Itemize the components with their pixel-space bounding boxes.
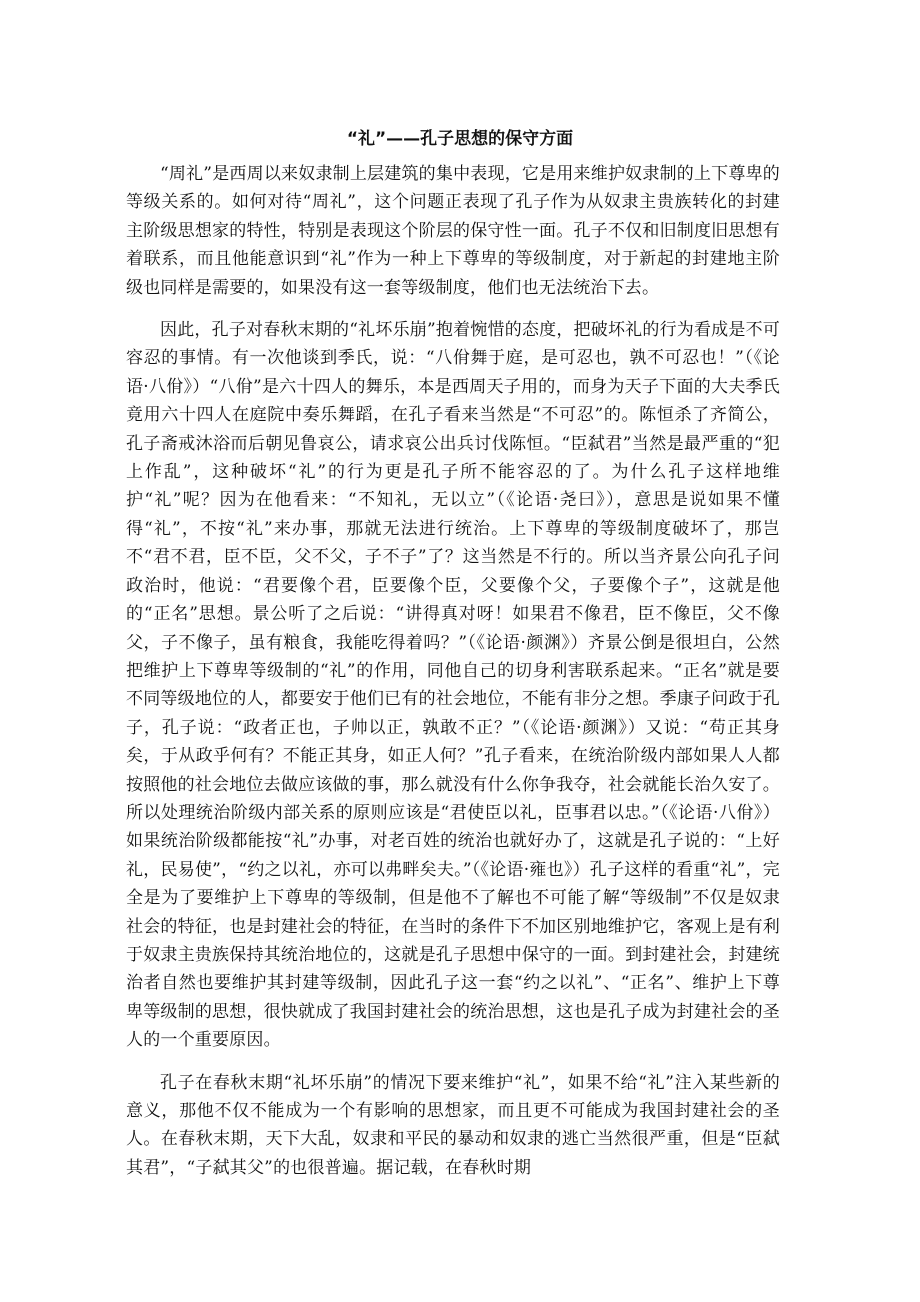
page-title: “礼”——孔子思想的保守方面: [346, 129, 574, 149]
paragraph-1: “周礼”是西周以来奴隶制上层建筑的集中表现，它是用来维护奴隶制的上下尊卑的等级关系的。如何对待“周礼”，这个问题正表现了孔子作为从奴隶主贵族转化的封建主阶级思想家的特性，特别是表现这个阶层的保守性一面。孔子不仅和旧制度旧思想有着联系，而且他能意识到“礼”作为一种上下尊卑的等级制度，对于新起的封建地主阶级也同样是需要的，如果没有这一套等级制度，他们也无法统治下去。: [126, 164, 780, 298]
document-body: [126, 160, 780, 1196]
paragraph-3: 孔子在春秋末期“礼坏乐崩”的情况下要来维护“礼”，如果不给“礼”注入某些新的意义，那他不仅不能成为一个有影响的思想家，而且更不可能成为我国封建社会的圣人。在春秋末期，天下大乱，奴隶和平民的暴动和奴隶的逃亡当然很严重，但是“臣弑其君”，“子弑其父”的也很普遍。据记载，在春秋时期: [126, 1072, 780, 1178]
paragraph-2: 因此，孔子对春秋末期的“礼坏乐崩”抱着惋惜的态度，把破坏礼的行为看成是不可容忍的事情。有一次他谈到季氏，说：“八佾舞于庭，是可忍也，孰不可忍也！”（《论语·八佾》）“八佾”是六十四人的舞乐，本是西周天子用的，而身为天子下面的大夫季氏竟用六十四人在庭院中奏乐舞蹈，在孔子看来当然是“不可忍”的。陈恒杀了齐简公，孔子斋戒沐浴而后朝见鲁哀公，请求哀公出兵讨伐陈恒。“臣弑君”当然是最严重的“犯上作乱”，这种破坏“礼”的行为更是孔子所不能容忍的了。为什么孔子这样地维护“礼”呢？因为在他看来：“不知礼，无以立”（《论语·尧曰》），意思是说如果不懂得“礼”，不按“礼”来办事，那就无法进行统治。上下尊卑的等级制度破坏了，那岂不“君不君，臣不臣，父不父，子不子”了？这当然是不行的。所以当齐景公向孔子问政治时，他说：“君要像个君，臣要像个臣，父要像个父，子要像个子”，这就是他的“正名”思想。景公听了之后说：“讲得真对呀！如果君不像君，臣不像臣，父不像父，子不像子，虽有粮食，我能吃得着吗？”（《论语·颜渊》）齐景公倒是很坦白，公然把维护上下尊卑等级制的“礼”的作用，同他自己的切身利害联系起来。“正名”就是要不同等级地位的人，都要安于他们已有的社会地位，不能有非分之想。季康子问政于孔子，孔子说：“政者正也，子帅以正，孰敢不正？”（《论语·颜渊》）又说：“苟正其身矣，于从政乎何有？不能正其身，如正人何？”孔子看来，在统治阶级内部如果人人都按照他的社会地位去做应该做的事，那么就没有什么你争我夺，社会就能长治久安了。所以处理统治阶级内部关系的原则应该是“君使臣以礼，臣事君以忠。”（《论语·八佾》）如果统治阶级都能按“礼”办事，对老百姓的统治也就好办了，这就是孔子说的：“上好礼，民易使”，“约之以礼，亦可以弗畔矣夫。”（《论语·雍也》）孔子这样的看重“礼”，完全是为了要维护上下尊卑的等级制，但是他不了解也不可能了解“等级制”不仅是奴隶社会的特征，也是封建社会的特征，在当时的条件下不加区别地维护它，客观上是有利于奴隶主贵族保持其统治地位的，这就是孔子思想中保守的一面。到封建社会，封建统治者自然也要维护其封建等级制，因此孔子这一套“约之以礼”、“正名”、维护上下尊卑等级制的思想，很快就成了我国封建社会的统治思想，这也是孔子成为封建社会的圣人的一个重要原因。: [126, 320, 780, 1051]
